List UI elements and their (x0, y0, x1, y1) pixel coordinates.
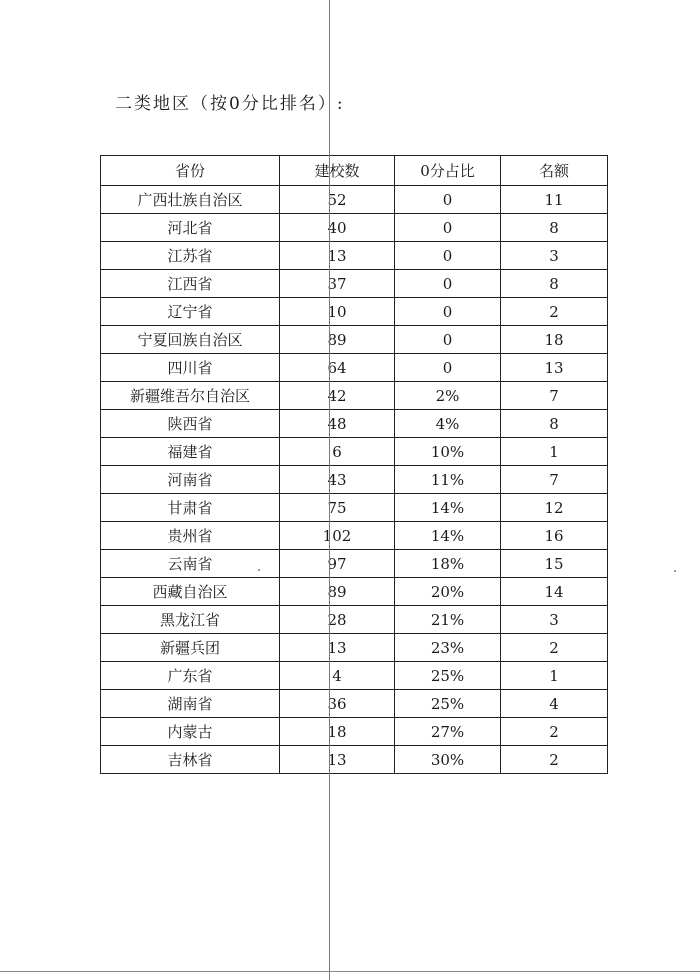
cell-quota: 7 (501, 382, 608, 410)
table-row (101, 466, 608, 494)
cell-zero-ratio: 11% (395, 466, 501, 494)
table-row (101, 270, 608, 298)
cell-zero-ratio: 0 (395, 326, 501, 354)
table-row (101, 242, 608, 270)
cell-quota: 11 (501, 186, 608, 214)
cell-province: 甘肃省 (101, 494, 280, 522)
cell-zero-ratio: 0 (395, 242, 501, 270)
table-row (101, 718, 608, 746)
cell-schools: 42 (280, 382, 395, 410)
cell-province: 陕西省 (101, 410, 280, 438)
table-row (101, 662, 608, 690)
header-zero-ratio: 0分占比 (395, 156, 501, 186)
cell-quota: 8 (501, 270, 608, 298)
table-row (101, 634, 608, 662)
header-province: 省份 (101, 156, 280, 186)
cell-quota: 8 (501, 410, 608, 438)
cell-schools: 97 (280, 550, 395, 578)
cell-quota: 18 (501, 326, 608, 354)
cell-quota: 12 (501, 494, 608, 522)
cell-zero-ratio: 0 (395, 354, 501, 382)
cell-zero-ratio: 30% (395, 746, 501, 774)
cell-schools: 36 (280, 690, 395, 718)
cell-quota: 16 (501, 522, 608, 550)
cell-schools: 40 (280, 214, 395, 242)
cell-province: 广东省 (101, 662, 280, 690)
cell-zero-ratio: 23% (395, 634, 501, 662)
cell-quota: 8 (501, 214, 608, 242)
cell-province: 新疆兵团 (101, 634, 280, 662)
cell-quota: 13 (501, 354, 608, 382)
cell-schools: 10 (280, 298, 395, 326)
cell-quota: 1 (501, 662, 608, 690)
header-schools: 建校数 (280, 156, 395, 186)
cell-quota: 7 (501, 466, 608, 494)
cell-schools: 13 (280, 634, 395, 662)
table-row (101, 606, 608, 634)
table-row (101, 298, 608, 326)
cell-schools: 4 (280, 662, 395, 690)
cell-schools: 13 (280, 242, 395, 270)
cell-province: 河北省 (101, 214, 280, 242)
page-heading: 二类地区（按0分比排名）: (115, 94, 345, 114)
cell-quota: 3 (501, 242, 608, 270)
header-quota: 名额 (501, 156, 608, 186)
cell-zero-ratio: 25% (395, 662, 501, 690)
table-row (101, 326, 608, 354)
table-row (101, 578, 608, 606)
cell-schools: 75 (280, 494, 395, 522)
cell-province: 西藏自治区 (101, 578, 280, 606)
cell-schools: 102 (280, 522, 395, 550)
ranking-table (100, 155, 608, 774)
cell-zero-ratio: 21% (395, 606, 501, 634)
cell-schools: 64 (280, 354, 395, 382)
cell-province: 江西省 (101, 270, 280, 298)
cell-schools: 37 (280, 270, 395, 298)
cell-schools: 18 (280, 718, 395, 746)
cell-province: 广西壮族自治区 (101, 186, 280, 214)
cell-schools: 13 (280, 746, 395, 774)
cell-quota: 1 (501, 438, 608, 466)
cell-schools: 89 (280, 578, 395, 606)
cell-province: 湖南省 (101, 690, 280, 718)
cell-quota: 2 (501, 298, 608, 326)
cell-schools: 89 (280, 326, 395, 354)
table-row (101, 354, 608, 382)
cell-zero-ratio: 14% (395, 522, 501, 550)
table-row (101, 522, 608, 550)
cell-schools: 28 (280, 606, 395, 634)
cell-quota: 2 (501, 634, 608, 662)
cell-schools: 52 (280, 186, 395, 214)
cell-quota: 14 (501, 578, 608, 606)
cell-province: 云南省 (101, 550, 280, 578)
cell-zero-ratio: 0 (395, 270, 501, 298)
cell-province: 贵州省 (101, 522, 280, 550)
cell-zero-ratio: 0 (395, 298, 501, 326)
cell-zero-ratio: 0 (395, 186, 501, 214)
cell-schools: 43 (280, 466, 395, 494)
cell-province: 辽宁省 (101, 298, 280, 326)
scan-fold-line (329, 0, 330, 980)
cell-province: 四川省 (101, 354, 280, 382)
cell-province: 内蒙古 (101, 718, 280, 746)
table-body (101, 186, 608, 774)
cell-zero-ratio: 2% (395, 382, 501, 410)
table-row (101, 438, 608, 466)
table-row (101, 214, 608, 242)
cell-quota: 4 (501, 690, 608, 718)
cell-province: 福建省 (101, 438, 280, 466)
cell-province: 新疆维吾尔自治区 (101, 382, 280, 410)
cell-quota: 2 (501, 718, 608, 746)
cell-schools: 48 (280, 410, 395, 438)
cell-schools: 6 (280, 438, 395, 466)
cell-zero-ratio: 20% (395, 578, 501, 606)
cell-province: 河南省 (101, 466, 280, 494)
cell-province: 宁夏回族自治区 (101, 326, 280, 354)
table-row (101, 550, 608, 578)
cell-province: 吉林省 (101, 746, 280, 774)
table-row (101, 494, 608, 522)
scan-speck (674, 570, 676, 572)
cell-province: 黑龙江省 (101, 606, 280, 634)
table-row (101, 410, 608, 438)
cell-quota: 2 (501, 746, 608, 774)
scan-bottom-line (0, 971, 700, 972)
table-row (101, 690, 608, 718)
cell-quota: 3 (501, 606, 608, 634)
table-row (101, 382, 608, 410)
cell-zero-ratio: 18% (395, 550, 501, 578)
cell-quota: 15 (501, 550, 608, 578)
table-row (101, 186, 608, 214)
table-row (101, 746, 608, 774)
cell-zero-ratio: 10% (395, 438, 501, 466)
cell-zero-ratio: 0 (395, 214, 501, 242)
cell-zero-ratio: 27% (395, 718, 501, 746)
table-header-row (101, 156, 608, 186)
cell-zero-ratio: 4% (395, 410, 501, 438)
cell-zero-ratio: 14% (395, 494, 501, 522)
cell-province: 江苏省 (101, 242, 280, 270)
scan-speck (258, 569, 260, 571)
cell-zero-ratio: 25% (395, 690, 501, 718)
